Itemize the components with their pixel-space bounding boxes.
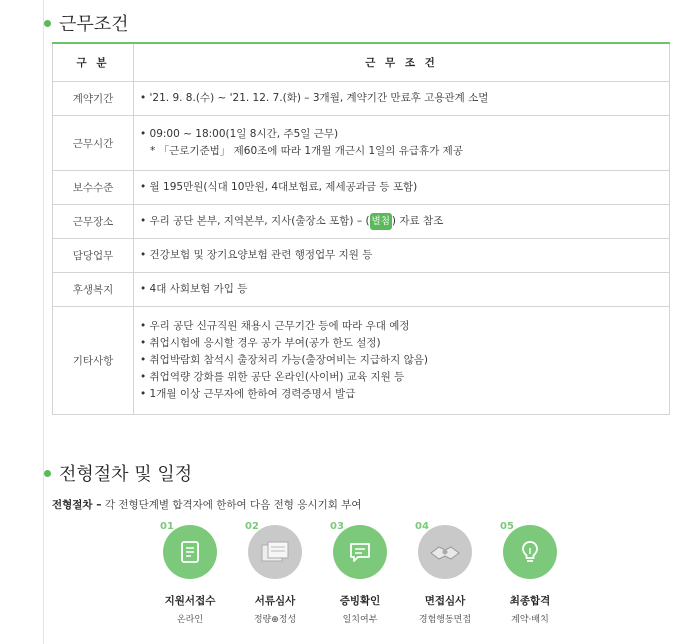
- row-value: [134, 116, 670, 171]
- row-value: [134, 171, 670, 205]
- handshake-icon: [428, 539, 462, 565]
- process-note-label: 전형절차 –: [52, 499, 102, 511]
- row-line-text: ) 자료 참조: [391, 215, 444, 227]
- section-title-work-conditions: [44, 10, 129, 36]
- section-title-text: 근무조건: [59, 14, 129, 35]
- green-bullet-icon: [44, 20, 51, 27]
- row-line-text: • 우리 공단 본부, 지역본부, 지사(출장소 포함) – (: [140, 215, 370, 227]
- row-line: • 취업박람회 참석시 출장처리 가능(출장여비는 지급하지 않음): [140, 354, 428, 366]
- row-label: 계약기간: [53, 82, 134, 116]
- process-step: [320, 520, 400, 625]
- attachment-tag[interactable]: 별첨: [370, 213, 392, 230]
- row-label: 근무장소: [53, 205, 134, 239]
- row-line: • 우리 공단 신규직원 채용시 근무기간 등에 따라 우대 예정: [140, 320, 410, 332]
- row-line: • '21. 9. 8.(수) ~ '21. 12. 7.(화) – 3개월, 계약기간 만료후 고용관계 소멸: [140, 92, 489, 104]
- left-guide-line: [43, 0, 44, 644]
- table-row: [53, 205, 670, 239]
- step-sub: 경험행동면접: [418, 615, 472, 625]
- process-step: [150, 520, 230, 625]
- row-line: • 취업역량 강화를 위한 공단 온라인(사이버) 교육 지원 등: [140, 371, 405, 383]
- section-title-text: 전형절차 및 일정: [59, 464, 193, 485]
- header-conditions: 근 무 조 건: [134, 43, 670, 82]
- table-row: [53, 82, 670, 116]
- table-row: [53, 273, 670, 307]
- step-number: 02: [245, 521, 259, 532]
- row-line: • 09:00 ~ 18:00(1일 8시간, 주5일 근무): [140, 128, 339, 140]
- step-name: 면접심사: [424, 595, 466, 607]
- step-sub: 일치여부: [342, 615, 378, 625]
- speech-bubble-icon: [347, 539, 373, 565]
- table-header-row: [53, 43, 670, 82]
- step-number: 03: [330, 521, 344, 532]
- row-line: • 건강보험 및 장기요양보험 관련 행정업무 지원 등: [140, 249, 373, 261]
- row-value: [134, 239, 670, 273]
- process-note: [52, 497, 361, 512]
- row-note: * 「근로기준법」 제60조에 따라 1개월 개근시 1일의 유급휴가 제공: [150, 145, 463, 157]
- lightbulb-icon: [517, 539, 543, 565]
- step-number: 01: [160, 521, 174, 532]
- row-label: 담당업무: [53, 239, 134, 273]
- row-line: • 4대 사회보험 가입 등: [140, 283, 248, 295]
- step-sub: 계약·배치: [511, 615, 549, 625]
- process-note-text: 각 전형단계별 합격자에 한하여 다음 전형 응시기회 부여: [101, 499, 362, 511]
- step-circle: [248, 525, 302, 579]
- step-circle: [418, 525, 472, 579]
- row-value: [134, 307, 670, 415]
- section-title-selection-process: [44, 460, 192, 486]
- step-name: 지원서접수: [164, 595, 216, 607]
- row-value: [134, 205, 670, 239]
- table-row: [53, 171, 670, 205]
- step-number: 04: [415, 521, 429, 532]
- step-circle: [163, 525, 217, 579]
- row-line: • 취업시험에 응시할 경우 공가 부여(공가 한도 설정): [140, 337, 381, 349]
- row-line: [140, 213, 663, 230]
- process-step: [490, 520, 570, 625]
- process-steps: [150, 520, 570, 640]
- row-label: 보수수준: [53, 171, 134, 205]
- row-line: • 1개월 이상 근무자에 한하여 경력증명서 발급: [140, 388, 356, 400]
- step-sub: 온라인: [176, 615, 204, 625]
- step-name: 최종합격: [509, 595, 551, 607]
- row-value: [134, 82, 670, 116]
- step-circle: [333, 525, 387, 579]
- row-label: 근무시간: [53, 116, 134, 171]
- table-row: [53, 239, 670, 273]
- row-label: 기타사항: [53, 307, 134, 415]
- step-circle: [503, 525, 557, 579]
- paper-review-icon: [258, 539, 292, 565]
- header-category: 구 분: [53, 43, 134, 82]
- row-label: 후생복지: [53, 273, 134, 307]
- process-step: [405, 520, 485, 625]
- row-value: [134, 273, 670, 307]
- step-number: 05: [500, 521, 514, 532]
- process-step: [235, 520, 315, 625]
- document-icon: [177, 539, 203, 565]
- table-row: [53, 307, 670, 415]
- step-name: 증빙확인: [339, 595, 381, 607]
- green-bullet-icon: [44, 470, 51, 477]
- work-conditions-table: [52, 42, 670, 415]
- step-name: 서류심사: [254, 595, 296, 607]
- row-line: • 월 195만원(식대 10만원, 4대보험료, 제세공과금 등 포함): [140, 181, 418, 193]
- step-sub: 정량⊕정성: [253, 615, 297, 625]
- table-row: [53, 116, 670, 171]
